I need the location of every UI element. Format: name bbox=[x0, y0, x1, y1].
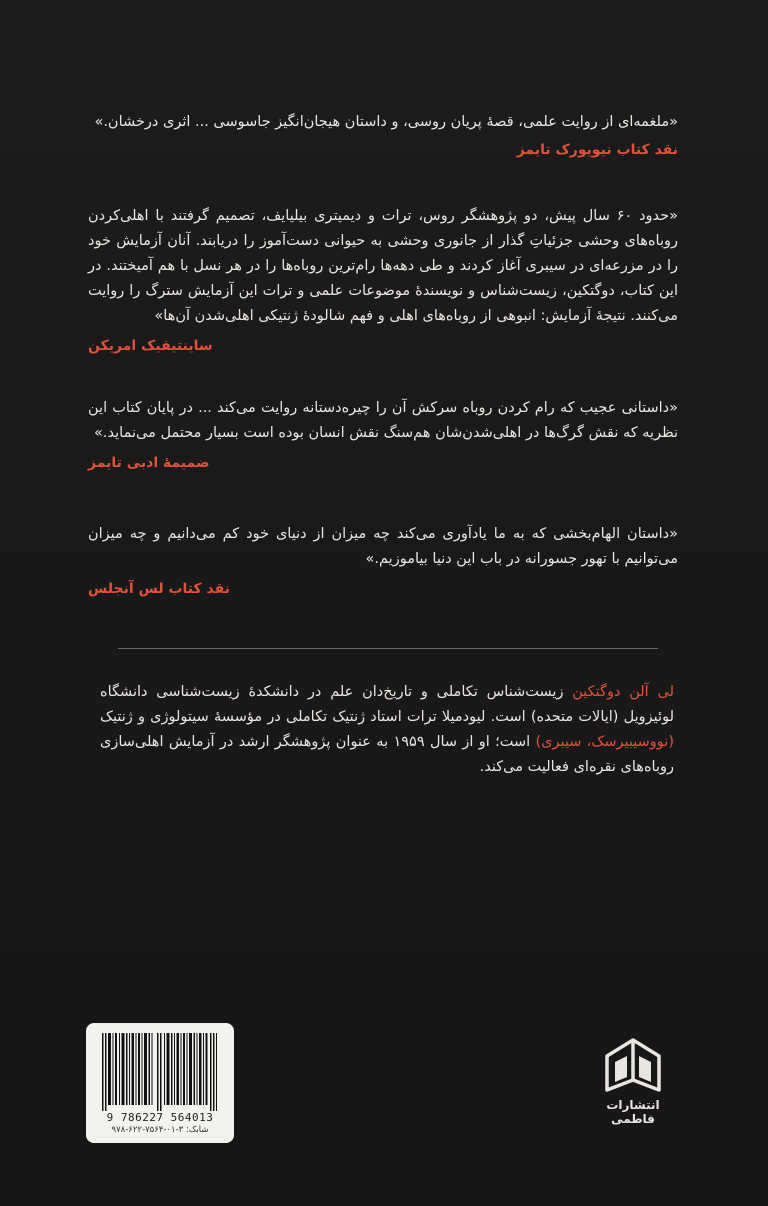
review-la bbox=[88, 522, 678, 602]
review-quote: «داستان الهام‌بخشی که به ما یادآوری می‌کند چه میزان از دنیای خود کم می‌دانیم و چه میزان می‌توانیم با تهور جسورانه در باب این دنیا بیاموزیم.» bbox=[88, 526, 678, 567]
barcode-icon bbox=[100, 1033, 220, 1111]
barcode-number: 9 786227 564013 bbox=[106, 1111, 214, 1124]
publisher-logo bbox=[588, 1036, 678, 1146]
barcode-label bbox=[86, 1023, 234, 1143]
review-source: ساینتیفیک امریکن bbox=[88, 338, 213, 354]
author-name: لی آلن دوگتکین bbox=[572, 684, 674, 700]
publisher-name: انتشارات فاطمی bbox=[606, 1098, 660, 1126]
divider bbox=[118, 648, 658, 649]
review-quote: «داستانی عجیب که رام کردن روباه سرکش آن را چیره‌دستانه روایت می‌کند ... در پایان کتاب این نظریه که نقش گرگ‌ها در اهلی‌شدن‌شان هم‌سنگ نقش انسان بوده است بسیار محتمل می‌نماید.» bbox=[88, 400, 678, 441]
author-bio-text-1: زیست‌شناس تکاملی و تاریخ‌دان علم در دانشکدهٔ زیست‌شناسی دانشگاه لوئیزویل (ایالات متحده) است. لیودمیلا ترات استاد ژنتیک تکاملی در مؤسسهٔ سیتولوژی و ژنتیک bbox=[100, 684, 674, 725]
author-bio-place: (نووسیبیرسک، سیبری) bbox=[535, 734, 674, 750]
open-book-logo-icon bbox=[601, 1036, 665, 1094]
review-source: نقد کتاب لس آنجلس bbox=[88, 581, 230, 597]
author-bio bbox=[100, 680, 674, 780]
author-bio-text-2: است؛ او از سال ۱۹۵۹ به عنوان پژوهشگر ارشد در آزمایش اهلی‌سازی روباه‌های نقره‌ای فعالیت می‌کند. bbox=[100, 734, 674, 775]
review-source: نقد کتاب نیویورک تایمز bbox=[516, 142, 678, 158]
review-sciam bbox=[88, 204, 678, 359]
review-quote: «حدود ۶۰ سال پیش، دو پژوهشگر روس، ترات و دیمیتری بیلیایف، تصمیم گرفتند با اهلی‌کردن روباه‌های وحشی جزئیاتِ گذار از جانوری وحشی به حیوانی دست‌آموز را دریابند. آنان آزمایش خود را در مزرعه‌ای در سیبری آغاز کردند و طی دهه‌ها رام‌ترین روباه‌ها را در هر نسل با هم آمیختند. در این کتاب، دوگتکین، زیست‌شناس و نویسندهٔ موضوعات علمی و ترات این آزمایش سترگ را روایت می‌کنند. نتیجهٔ آزمایش: انبوهی از روباه‌های اهلی و فهم شالودهٔ ژنتیکی اهلی‌شدن آن‌ها» bbox=[88, 208, 679, 324]
review-nyt bbox=[88, 110, 678, 163]
review-tls bbox=[88, 396, 678, 476]
review-quote: «ملغمه‌ای از روایت علمی، قصهٔ پریان روسی، و داستان هیجان‌انگیز جاسوسی ... اثری درخشان.» bbox=[94, 114, 678, 130]
review-source: ضمیمهٔ ادبی تایمز bbox=[88, 455, 210, 471]
isbn-label: شابک: ۳-۰۱-۷۵۶۴-۶۲۲-۹۷۸ bbox=[111, 1125, 209, 1135]
